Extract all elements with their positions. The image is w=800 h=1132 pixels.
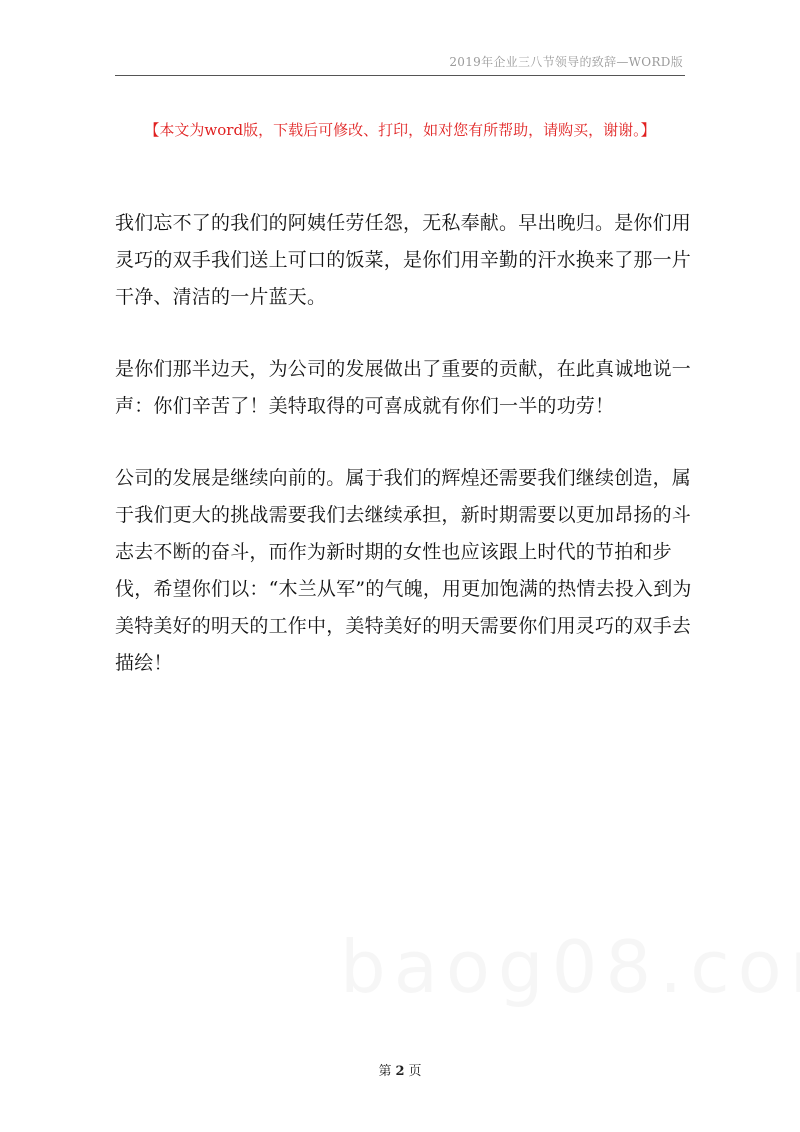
paragraph-3	[115, 460, 692, 682]
paragraph-line: 志去不断的奋斗，而作为新时期的女性也应该跟上时代的节拍和步	[115, 541, 672, 563]
paragraph-1	[115, 205, 692, 316]
paragraph-line: 伐，希望你们以：“木兰从军”的气魄，用更加饱满的热情去投入到为	[115, 578, 692, 600]
paragraph-line: 于我们更大的挑战需要我们去继续承担，新时期需要以更加昂扬的斗	[115, 504, 692, 526]
paragraph-line: 灵巧的双手我们送上可口的饭菜，是你们用辛勤的汗水换来了那一片	[115, 249, 692, 271]
document-body	[115, 205, 692, 717]
paragraph-line: 声：你们辛苦了！美特取得的可喜成就有你们一半的功劳！	[115, 395, 615, 417]
paragraph-line: 干净、清洁的一片蓝天。	[115, 286, 327, 308]
header-divider	[115, 75, 685, 76]
paragraph-line: 是你们那半边天，为公司的发展做出了重要的贡献，在此真诚地说一	[115, 358, 692, 380]
paragraph-2	[115, 351, 692, 425]
footer-prefix: 第	[378, 1064, 392, 1079]
paragraph-line: 美特美好的明天的工作中，美特美好的明天需要你们用灵巧的双手去	[115, 615, 692, 637]
footer-suffix: 页	[408, 1064, 422, 1079]
page-footer	[0, 1060, 800, 1079]
paragraph-line: 公司的发展是继续向前的。属于我们的辉煌还需要我们继续创造，属	[115, 467, 692, 489]
watermark	[340, 925, 800, 1009]
page-header-title: 2019年企业三八节领导的致辞—WORD版	[449, 55, 683, 69]
paragraph-line: 描绘！	[115, 652, 173, 674]
page-number: 2	[395, 1064, 405, 1079]
paragraph-line: 我们忘不了的我们的阿姨任劳任怨，无私奉献。早出晚归。是你们用	[115, 212, 692, 234]
purchase-notice: 【本文为word版，下载后可修改、打印，如对您有所帮助，请购买，谢谢。】	[144, 121, 656, 139]
